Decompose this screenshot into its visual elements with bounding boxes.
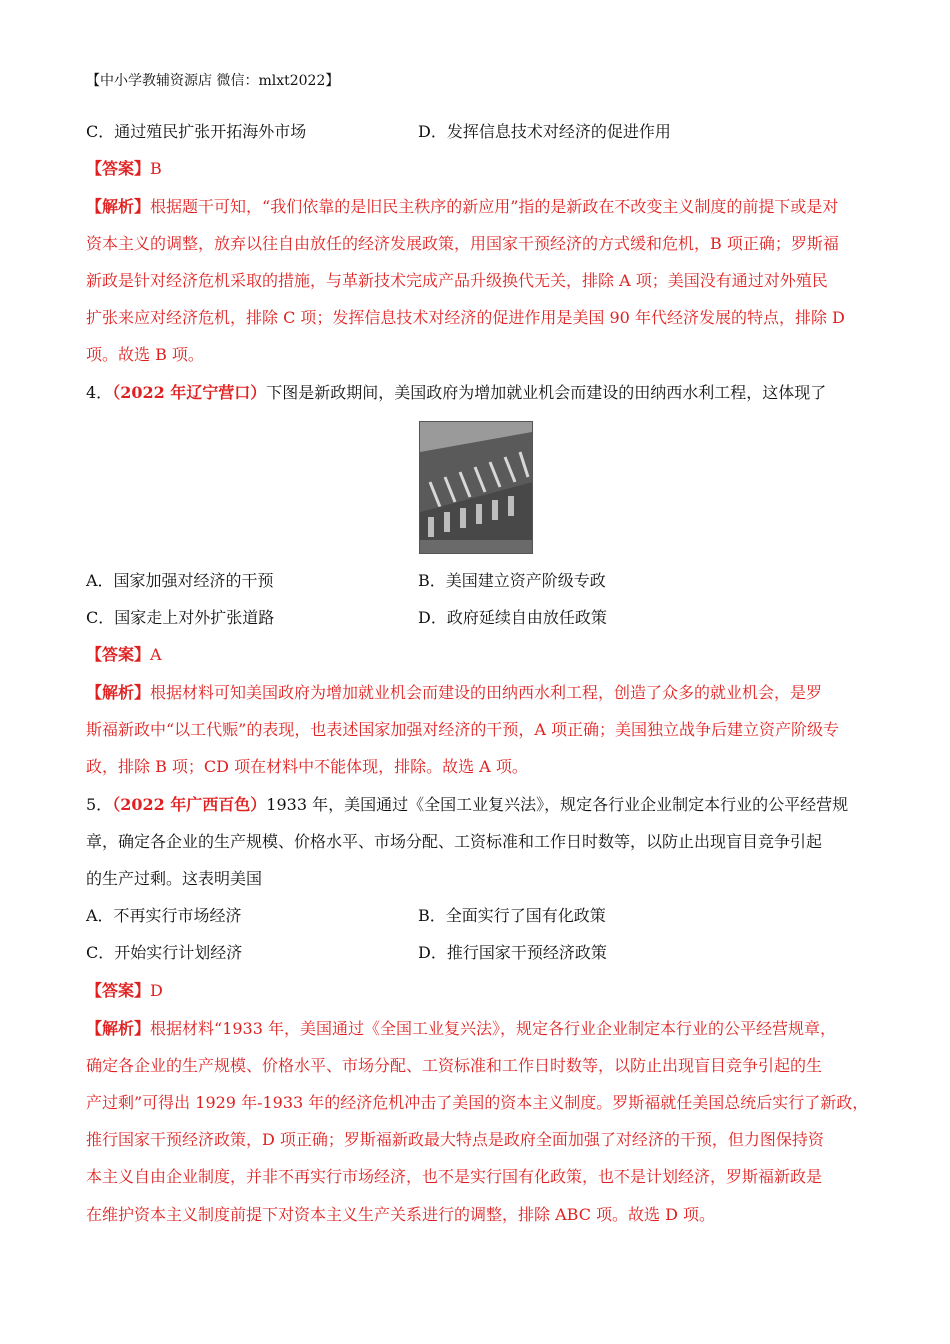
analysis-text: 根据题干可知，“我们依靠的是旧民主秩序的新应用”指的是新政在不改变主义制度的前提下或是对 [150, 197, 839, 216]
answer-label: 【答案】 [86, 645, 151, 664]
q4-analysis-line: 斯福新政中“以工代赈”的表现，也表述国家加强对经济的干预，A 项正确；美国独立战争后建立资产阶级专 [86, 720, 840, 739]
analysis-label: 【解析】 [86, 197, 151, 216]
q4-analysis-line [86, 682, 822, 704]
tennessee-dam-photo [419, 421, 533, 554]
q3-option-d: D．发挥信息技术对经济的促进作用 [418, 122, 671, 141]
q5-stem-line: 的生产过剩。这表明美国 [86, 869, 263, 888]
answer-label: 【答案】 [86, 981, 151, 1000]
q4-option-a: A．国家加强对经济的干预 [86, 571, 274, 590]
question-source: （2022 年辽宁营口） [112, 383, 267, 402]
question-stem: 1933 年，美国通过《全国工业复兴法》，规定各行业企业制定本行业的公平经营规 [266, 795, 849, 814]
question-number: 4． [86, 383, 113, 402]
q5-analysis-line: 产过剩”可得出 1929 年-1933 年的经济危机冲击了美国的资本主义制度。罗斯福就任美国总统后实行了新政， [86, 1093, 869, 1112]
q5-analysis-line: 确定各企业的生产规模、价格水平、市场分配、工资标准和工作日时数等，以防止出现盲目竞争引起的生 [86, 1056, 823, 1075]
question-number: 5． [86, 795, 113, 814]
q5-option-c: C．开始实行计划经济 [86, 943, 243, 962]
q5-analysis-line [86, 1018, 836, 1040]
q5-analysis-line: 在维护资本主义制度前提下对资本主义生产关系进行的调整，排除 ABC 项。故选 D 项。 [86, 1205, 716, 1224]
q3-option-c: C．通过殖民扩张开拓海外市场 [86, 122, 307, 141]
analysis-text: 根据材料可知美国政府为增加就业机会而建设的田纳西水利工程，创造了众多的就业机会，是罗 [150, 683, 823, 702]
q5-option-a: A．不再实行市场经济 [86, 906, 242, 925]
q4-stem [86, 382, 826, 404]
q5-analysis-line: 推行国家干预经济政策，D 项正确；罗斯福新政最大特点是政府全面加强了对经济的干预，但力图保持资 [86, 1130, 824, 1149]
q4-option-c: C．国家走上对外扩张道路 [86, 608, 275, 627]
dam-illustration [420, 422, 532, 553]
analysis-text: 根据材料“1933 年，美国通过《全国工业复兴法》，规定各行业企业制定本行业的公平经营规章， [150, 1019, 837, 1038]
q3-answer [86, 158, 162, 180]
question-stem: 下图是新政期间，美国政府为增加就业机会而建设的田纳西水利工程，这体现了 [266, 383, 827, 402]
q5-stem [86, 794, 848, 816]
q5-stem-line: 章，确定各企业的生产规模、价格水平、市场分配、工资标准和工作日时数等，以防止出现盲目竞争引起 [86, 832, 823, 851]
q5-option-b: B．全面实行了国有化政策 [418, 906, 606, 925]
analysis-label: 【解析】 [86, 683, 151, 702]
analysis-label: 【解析】 [86, 1019, 151, 1038]
q4-option-b: B．美国建立资产阶级专政 [418, 571, 606, 590]
q4-option-d: D．政府延续自由放任政策 [418, 608, 607, 627]
q3-analysis-line: 新政是针对经济危机采取的措施，与革新技术完成产品升级换代无关，排除 A 项；美国没有通过对外殖民 [86, 271, 828, 290]
q4-analysis-line: 政，排除 B 项；CD 项在材料中不能体现，排除。故选 A 项。 [86, 757, 528, 776]
q4-answer [86, 644, 162, 666]
q3-analysis-line: 项。故选 B 项。 [86, 345, 204, 364]
q3-analysis-line: 资本主义的调整，放弃以往自由放任的经济发展政策，用国家干预经济的方式缓和危机，B 项正确；罗斯福 [86, 234, 839, 253]
answer-value: B [150, 159, 162, 178]
answer-value: D [150, 981, 163, 1000]
q3-analysis-line [86, 196, 838, 218]
q5-option-d: D．推行国家干预经济政策 [418, 943, 607, 962]
answer-label: 【答案】 [86, 159, 151, 178]
header-watermark: 【中小学教辅资源店 微信：mlxt2022】 [86, 73, 340, 89]
q5-analysis-line: 本主义自由企业制度，并非不再实行市场经济，也不是实行国有化政策，也不是计划经济，罗斯福新政是 [86, 1167, 823, 1186]
question-source: （2022 年广西百色） [112, 795, 267, 814]
q3-analysis-line: 扩张来应对经济危机，排除 C 项；发挥信息技术对经济的促进作用是美国 90 年代经济发展的特点，排除 D [86, 308, 845, 327]
q5-answer [86, 980, 163, 1002]
answer-value: A [150, 645, 162, 664]
